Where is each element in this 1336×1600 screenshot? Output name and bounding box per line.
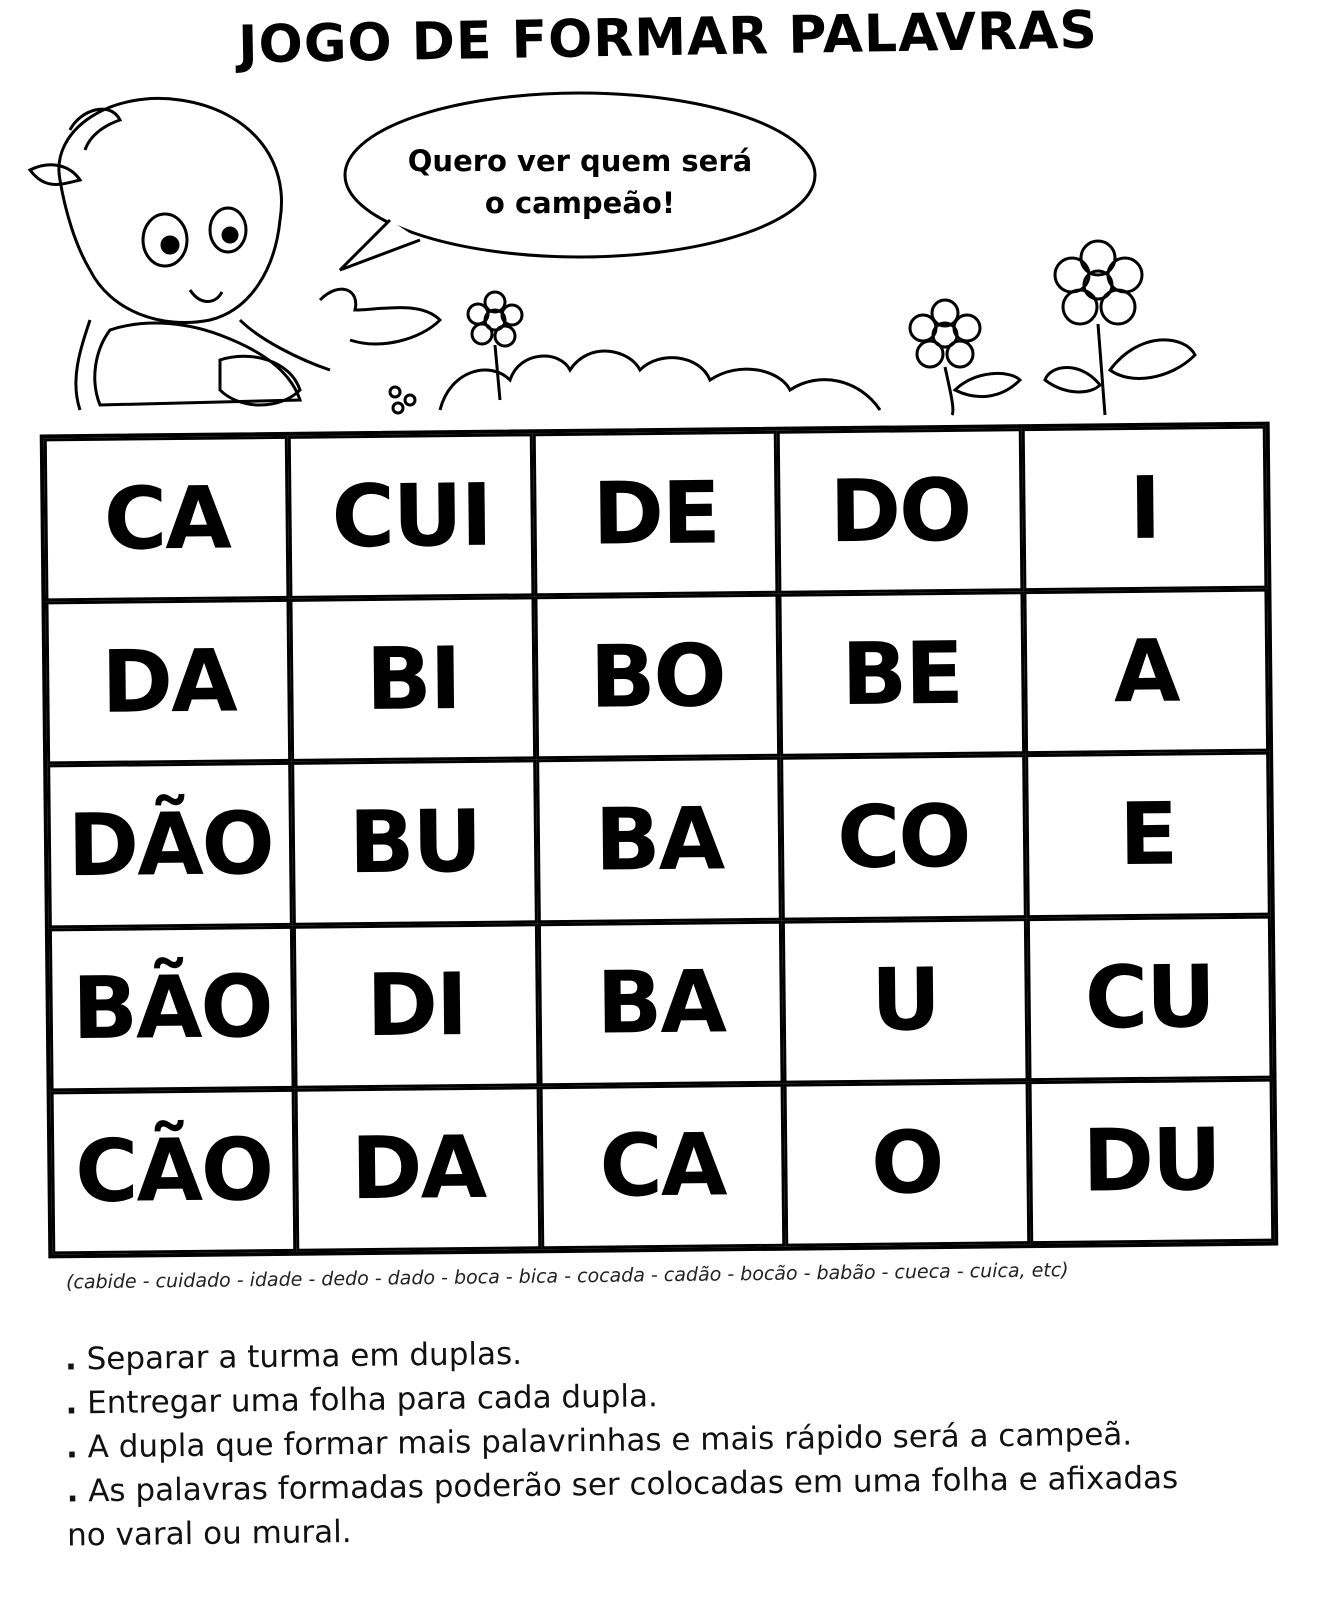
instruction-item: . Entregar uma folha para cada dupla.	[65, 1378, 659, 1422]
syllable-cell: DU	[1028, 1078, 1274, 1244]
syllable-grid	[40, 422, 1279, 1259]
instruction-text: A dupla que formar mais palavrinhas e mais rápido será a campeã.	[87, 1416, 1133, 1466]
flower-middle	[910, 300, 1020, 415]
syllable-cell: A	[1023, 589, 1269, 755]
instruction-item: . As palavras formadas poderão ser colocadas em uma folha e afixadas	[66, 1459, 1179, 1510]
instruction-item: . A dupla que formar mais palavrinhas e mais rápido será a campeã.	[65, 1416, 1133, 1466]
instruction-text: Separar a turma em duplas.	[86, 1335, 523, 1378]
syllable-cell: U	[782, 918, 1028, 1084]
syllable-cell: I	[1021, 426, 1267, 592]
syllable-cell: BU	[292, 760, 538, 926]
syllable-cell: DI	[293, 923, 539, 1089]
girl-and-flowers-illustration	[0, 70, 1336, 450]
syllable-cell: BA	[536, 757, 782, 923]
syllable-cell: BI	[290, 596, 536, 762]
page-title: JOGO DE FORMAR PALAVRAS	[237, 0, 1099, 76]
syllable-cell: CA	[44, 436, 290, 602]
example-words: (cabide - cuidado - idade - dedo - dado - boca - bica - cocada - cadão - bocão - babão - cueca - cuica, etc)	[65, 1259, 1069, 1294]
syllable-cell: DÃO	[47, 762, 293, 928]
syllable-cell: BO	[534, 594, 780, 760]
syllable-cell: DA	[295, 1086, 541, 1252]
instructions-list	[65, 1322, 1298, 1557]
syllable-cell: CO	[780, 755, 1026, 921]
syllable-cell: DE	[533, 431, 779, 597]
syllable-cell: DA	[45, 599, 291, 765]
syllable-cell: BÃO	[49, 925, 295, 1091]
speech-bubble-text	[380, 140, 780, 224]
syllable-grid-wrapper	[40, 422, 1279, 1259]
speech-line-2: o campeão!	[484, 186, 676, 220]
instruction-item: . Separar a turma em duplas.	[64, 1335, 523, 1378]
syllable-cell: CU	[1026, 915, 1272, 1081]
bushes	[390, 351, 880, 413]
instruction-text: Entregar uma folha para cada dupla.	[86, 1378, 659, 1422]
flower-large-right	[1045, 241, 1195, 415]
syllable-cell: BE	[779, 591, 1025, 757]
syllable-cell: BA	[538, 920, 784, 1086]
syllable-cell: O	[784, 1081, 1030, 1247]
instruction-text: As palavras formadas poderão ser colocadas em uma folha e afixadas	[88, 1459, 1179, 1510]
syllable-cell: DO	[777, 428, 1023, 594]
speech-line-1: Quero ver quem será	[407, 144, 753, 178]
instruction-text: no varal ou mural.	[66, 1514, 352, 1554]
syllable-cell: CÃO	[51, 1089, 297, 1255]
flower-small-left	[468, 292, 522, 400]
syllable-cell: E	[1025, 752, 1271, 918]
syllable-cell: CA	[539, 1084, 785, 1250]
syllable-cell: CUI	[288, 433, 534, 599]
